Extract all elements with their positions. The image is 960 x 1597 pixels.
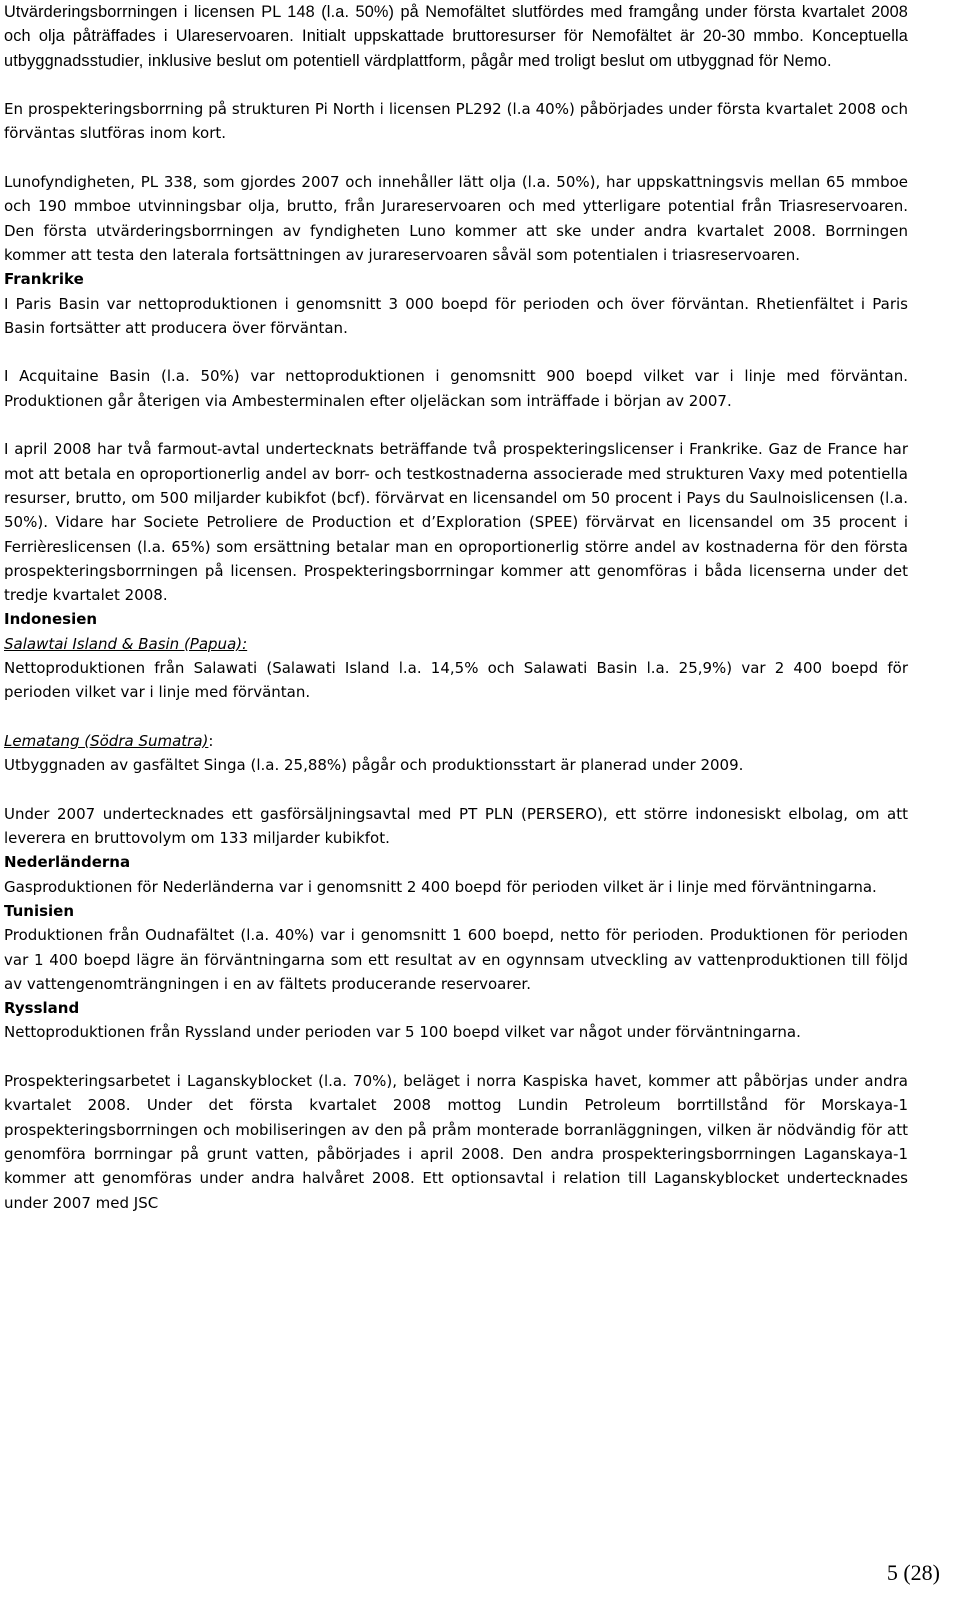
paragraph-singa: Utbyggnaden av gasfältet Singa (l.a. 25,88%) pågår och produktionsstart är planerad under 2009. bbox=[4, 756, 744, 775]
paragraph-lagansky: Prospekteringsarbetet i Laganskyblocket (l.a. 70%), beläget i norra Kaspiska havet, kommer att påbörjas under andra kvartalet 2008. Under det första kvartalet 2008 mottog Lundin Petroleum borrtillstånd för Morskaya-1 prospekteringsborrningen och mobiliseringen av den på pråm monterade borranläggningen, vilken är nödvändig för att genomföra borrningar på grunt vatten, påbörjades i april 2008. Den andra prospekteringsborrningen Laganskaya-1 kommer att genomföras under andra halvåret 2008. Ett optionsavtal i relation till Laganskyblocket undertecknades under 2007 med JSC bbox=[4, 1072, 908, 1212]
paragraph-nemo: Utvärderingsborrningen i licensen PL 148 (l.a. 50%) på Nemofältet slutfördes med framgång under första kvartalet 2008 och olja påträffades i Ulareservoaren. Initialt uppskattade bruttoresurser för Nemofältet är 20-30 mmbo. Konceptuella utbyggnadsstudier, inklusive beslut om potentiell värdplattform, pågår med troligt beslut om utbyggnad för Nemo. bbox=[4, 3, 908, 70]
paragraph-ryssland-production: Nettoproduktionen från Ryssland under perioden var 5 100 boepd vilket var något under förväntningarna. bbox=[4, 1023, 801, 1042]
heading-frankrike: Frankrike bbox=[4, 270, 84, 289]
paragraph-salawati: Nettoproduktionen från Salawati (Salawati Island l.a. 14,5% och Salawati Basin l.a. 25,9%) var 2 400 boepd för perioden vilket var i linje med förväntan. bbox=[4, 659, 908, 702]
subheading-lematang: Lematang (Södra Sumatra) bbox=[4, 731, 209, 750]
paragraph-oudna: Produktionen från Oudnafältet (l.a. 40%) var i genomsnitt 1 600 boepd, netto för perioden. Produktionen för perioden var 1 400 boepd lägre än förväntningarna som ett resultat av en ogynnsam utveckling av vattenproduktionen till följd av vattengenomträngningen i en av fältets producerande reservoarer. bbox=[4, 926, 908, 993]
paragraph-nederlanderna: Gasproduktionen för Nederländerna var i genomsnitt 2 400 boepd för perioden vilket är i linje med förväntningarna. bbox=[4, 877, 877, 896]
heading-tunisien: Tunisien bbox=[4, 901, 75, 920]
subheading-lematang-line bbox=[4, 729, 908, 753]
document-page bbox=[4, 0, 908, 1215]
subheading-salawati: Salawtai Island & Basin (Papua): bbox=[4, 634, 248, 653]
paragraph-luno: Lunofyndigheten, PL 338, som gjordes 2007 och innehåller lätt olja (l.a. 50%), har uppskattningsvis mellan 65 mmboe och 190 mmboe utvinningsbar olja, brutto, från Jurareservoaren och med ytterligare potential från Triasreservoaren. Den första utvärderingsborrningen av fyndigheten Luno kommer att ske under andra kvartalet 2008. Borrningen kommer att testa den laterala fortsättningen av jurareservoaren såväl som potentialen i triasreservoaren. bbox=[4, 173, 908, 264]
paragraph-farmout: I april 2008 har två farmout-avtal undertecknats beträffande två prospekteringslicenser i Frankrike. Gaz de France har mot att betala en oproportionerlig andel av borr- och testkostnaderna associerade med strukturen Vaxy med potentiella resurser, brutto, om 500 miljarder kubikfot (bcf). förvärvat en licensandel om 50 procent i Pays du Saulnoislicensen (l.a. 50%). Vidare har Societe Petroliere de Production et d’Exploration (SPEE) förvärvat en licensandel om 35 procent i Ferrièreslicensen (l.a. 65%) som ersättning betalar man en oproportionerlig större andel av kostnaderna för den första prospekteringsborrningen på licensen. Prospekteringsborrningar kommer att genomföras i båda licenserna under det tredje kvartalet 2008. bbox=[4, 440, 908, 605]
heading-indonesien: Indonesien bbox=[4, 610, 98, 629]
heading-ryssland: Ryssland bbox=[4, 999, 80, 1018]
paragraph-paris-basin: I Paris Basin var nettoproduktionen i genomsnitt 3 000 boepd för perioden och över förväntan. Rhetienfältet i Paris Basin fortsätter att producera över förväntan. bbox=[4, 294, 908, 337]
page-number: 5 (28) bbox=[886, 1560, 940, 1585]
subheading-lematang-colon: : bbox=[208, 731, 214, 750]
paragraph-pi-north: En prospekteringsborrning på strukturen Pi North i licensen PL292 (l.a 40%) påbörjades under första kvartalet 2008 och förväntas slutföras inom kort. bbox=[4, 100, 908, 143]
paragraph-pln: Under 2007 undertecknades ett gasförsäljningsavtal med PT PLN (PERSERO), ett större indonesiskt elbolag, om att leverera en bruttovolym om 133 miljarder kubikfot. bbox=[4, 804, 908, 848]
heading-nederlanderna: Nederländerna bbox=[4, 853, 131, 872]
paragraph-acquitaine: I Acquitaine Basin (l.a. 50%) var nettoproduktionen i genomsnitt 900 boepd vilket var i linje med förväntan. Produktionen går återigen via Ambesterminalen efter oljeläckan som inträffade i början av 2007. bbox=[4, 367, 908, 410]
